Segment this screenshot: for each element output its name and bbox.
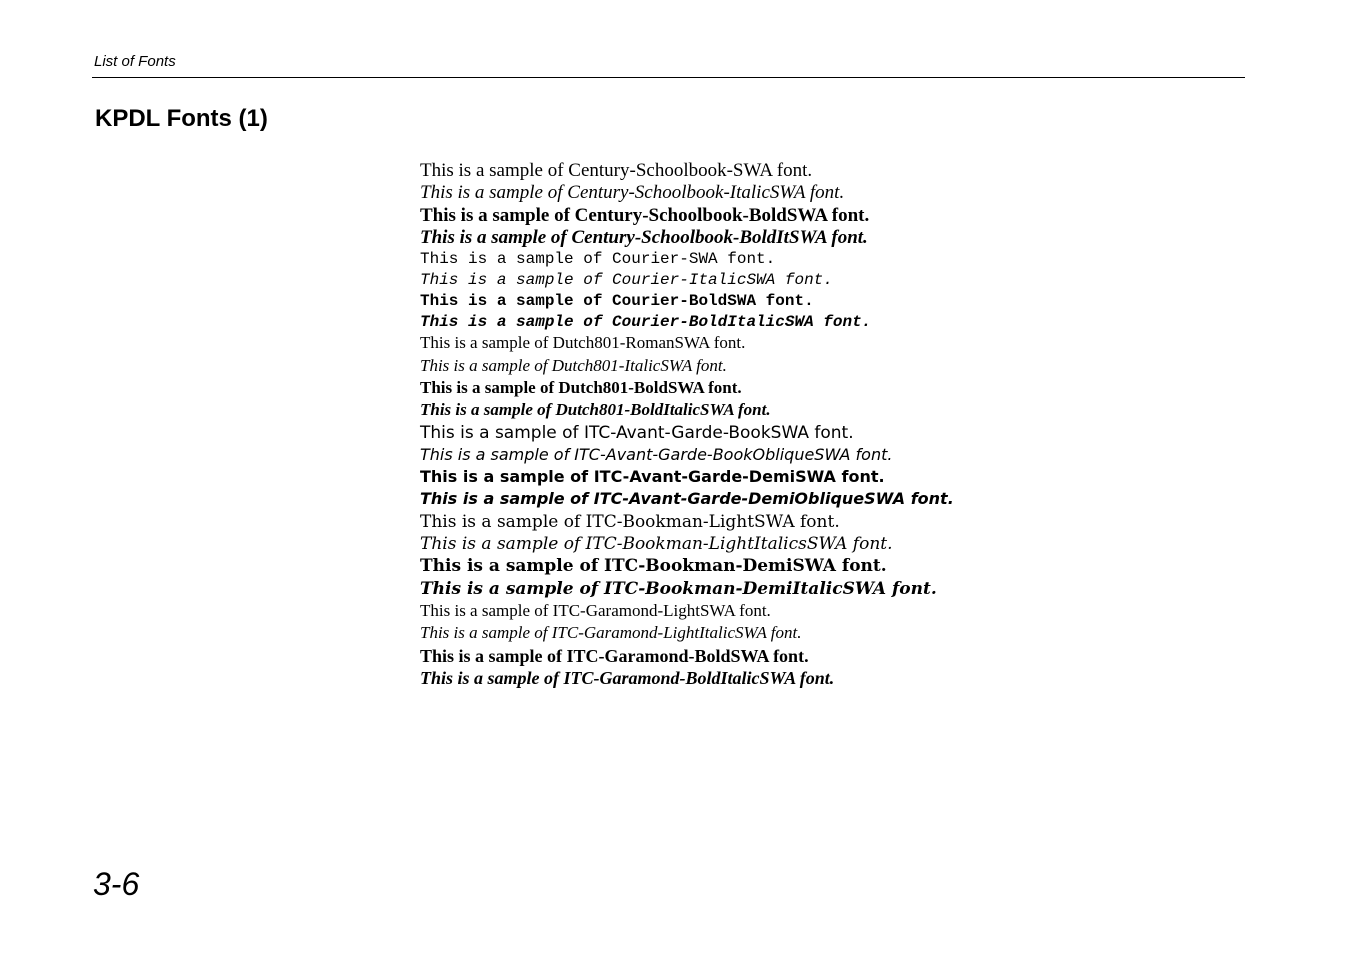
font-sample-bookman-demi-italic: This is a sample of ITC-Bookman-DemiItalicSWA font. xyxy=(420,578,937,599)
font-sample-avant-garde-book: This is a sample of ITC-Avant-Garde-BookSWA font. xyxy=(420,422,854,443)
font-sample-bookman-demi: This is a sample of ITC-Bookman-DemiSWA font. xyxy=(420,556,887,577)
font-sample-courier-bold: This is a sample of Courier-BoldSWA font. xyxy=(420,291,814,310)
font-sample-avant-garde-demi: This is a sample of ITC-Avant-Garde-DemiSWA font. xyxy=(420,467,885,487)
font-sample-century-schoolbook: This is a sample of Century-Schoolbook-SWA font. xyxy=(420,160,813,181)
running-header: List of Fonts xyxy=(94,53,176,70)
font-sample-dutch801-bold: This is a sample of Dutch801-BoldSWA font. xyxy=(420,377,742,397)
font-sample-bookman-light: This is a sample of ITC-Bookman-LightSWA font. xyxy=(420,511,840,532)
font-sample-century-schoolbook-italic: This is a sample of Century-Schoolbook-ItalicSWA font. xyxy=(420,182,845,204)
font-sample-century-schoolbook-bold-italic: This is a sample of Century-Schoolbook-BoldItSWA font. xyxy=(420,226,868,248)
page-number: 3-6 xyxy=(93,866,140,902)
font-sample-courier-bold-italic: This is a sample of Courier-BoldItalicSWA font. xyxy=(420,312,872,331)
font-sample-garamond-light-italic: This is a sample of ITC-Garamond-LightItalicSWA font. xyxy=(420,623,802,643)
font-sample-list xyxy=(420,160,954,689)
header-rule xyxy=(92,77,1245,78)
font-sample-dutch801-italic: This is a sample of Dutch801-ItalicSWA font. xyxy=(420,355,727,375)
font-sample-courier-italic: This is a sample of Courier-ItalicSWA font. xyxy=(420,270,833,289)
font-sample-bookman-light-italic: This is a sample of ITC-Bookman-LightItalicsSWA font. xyxy=(420,534,893,555)
font-sample-dutch801-roman: This is a sample of Dutch801-RomanSWA font. xyxy=(420,333,746,353)
font-sample-dutch801-bold-italic: This is a sample of Dutch801-BoldItalicSWA font. xyxy=(420,400,771,420)
font-sample-garamond-light: This is a sample of ITC-Garamond-LightSWA font. xyxy=(420,600,771,620)
font-sample-avant-garde-demi-oblique: This is a sample of ITC-Avant-Garde-DemiObliqueSWA font. xyxy=(420,489,954,509)
font-sample-century-schoolbook-bold: This is a sample of Century-Schoolbook-BoldSWA font. xyxy=(420,204,870,226)
page-title: KPDL Fonts (1) xyxy=(95,105,268,132)
font-sample-garamond-bold-italic: This is a sample of ITC-Garamond-BoldItalicSWA font. xyxy=(420,667,835,688)
font-sample-courier: This is a sample of Courier-SWA font. xyxy=(420,250,776,269)
font-sample-garamond-bold: This is a sample of ITC-Garamond-BoldSWA font. xyxy=(420,645,809,666)
font-sample-avant-garde-book-oblique: This is a sample of ITC-Avant-Garde-BookObliqueSWA font. xyxy=(420,444,893,464)
